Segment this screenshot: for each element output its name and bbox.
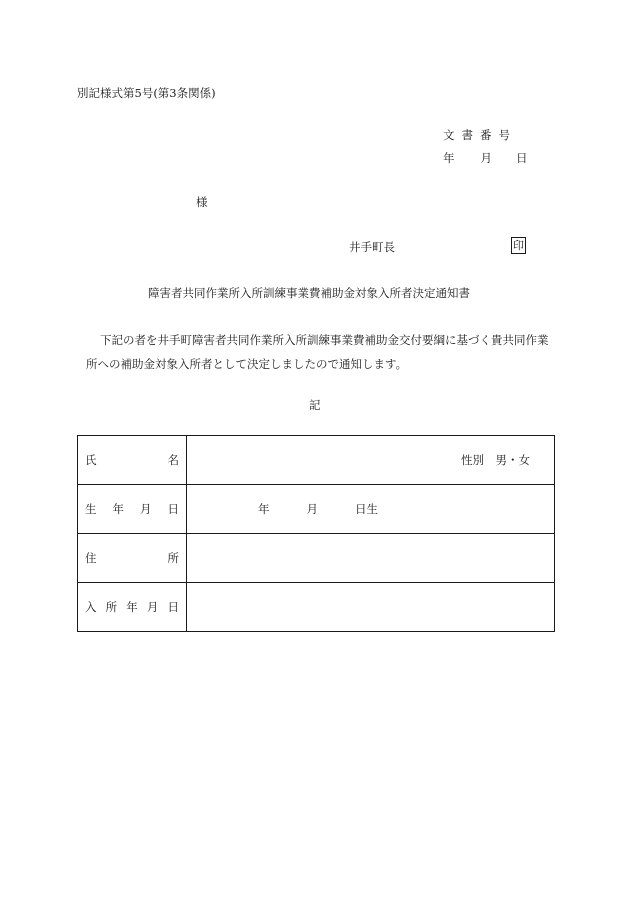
entry-label-char: 入 <box>85 600 97 614</box>
birth-year: 年 <box>258 502 270 516</box>
birth-label-cell <box>78 485 187 534</box>
detail-table <box>77 435 555 632</box>
entry-label-char: 日 <box>167 600 179 614</box>
entry-label-char: 年 <box>126 600 138 614</box>
name-value-cell[interactable] <box>187 436 555 485</box>
birth-label-char: 年 <box>112 502 124 516</box>
table-row-name <box>78 436 555 485</box>
document-body: 下記の者を井手町障害者共同作業所入所訓練事業費補助金交付要綱に基づく貴共同作業所への補助金対象入所者として決定しましたので通知します。 <box>86 333 549 371</box>
address-label-char: 所 <box>167 551 179 565</box>
document-title: 障害者共同作業所入所訓練事業費補助金対象入所者決定通知書 <box>148 286 470 300</box>
birth-value-cell[interactable] <box>187 485 555 534</box>
birth-label-char: 日 <box>167 502 179 516</box>
birth-date-field <box>258 501 378 517</box>
table-row-entry-date <box>78 583 555 632</box>
entry-label-char: 月 <box>146 600 159 614</box>
name-label-char: 氏 <box>85 453 97 467</box>
name-label-cell <box>78 436 187 485</box>
date-day: 日 <box>516 151 528 165</box>
date-year: 年 <box>443 151 455 165</box>
name-label-char: 名 <box>167 453 179 467</box>
address-value-cell[interactable] <box>187 534 555 583</box>
birth-label-char: 月 <box>140 502 152 516</box>
ki-heading: 記 <box>309 398 321 412</box>
birth-day: 日生 <box>355 502 378 516</box>
entry-label-cell <box>78 583 187 632</box>
sender-title: 井手町長 <box>349 240 395 254</box>
birth-month: 月 <box>306 502 318 516</box>
address-label-char: 住 <box>85 551 97 565</box>
entry-date-value-cell[interactable] <box>187 583 555 632</box>
document-number-label: 文書番号 <box>443 128 517 142</box>
address-label-cell <box>78 534 187 583</box>
table-row-address <box>78 534 555 583</box>
document-date <box>443 150 528 166</box>
entry-label-char: 所 <box>105 600 118 614</box>
birth-label-char: 生 <box>85 502 97 516</box>
seal-mark: 印 <box>513 239 524 252</box>
date-month: 月 <box>480 151 492 165</box>
table-row-birthdate <box>78 485 555 534</box>
form-number: 別記様式第5号(第3条関係) <box>77 86 216 100</box>
addressee-honorific: 様 <box>196 195 208 209</box>
gender-field: 性別 男・女 <box>461 453 530 467</box>
